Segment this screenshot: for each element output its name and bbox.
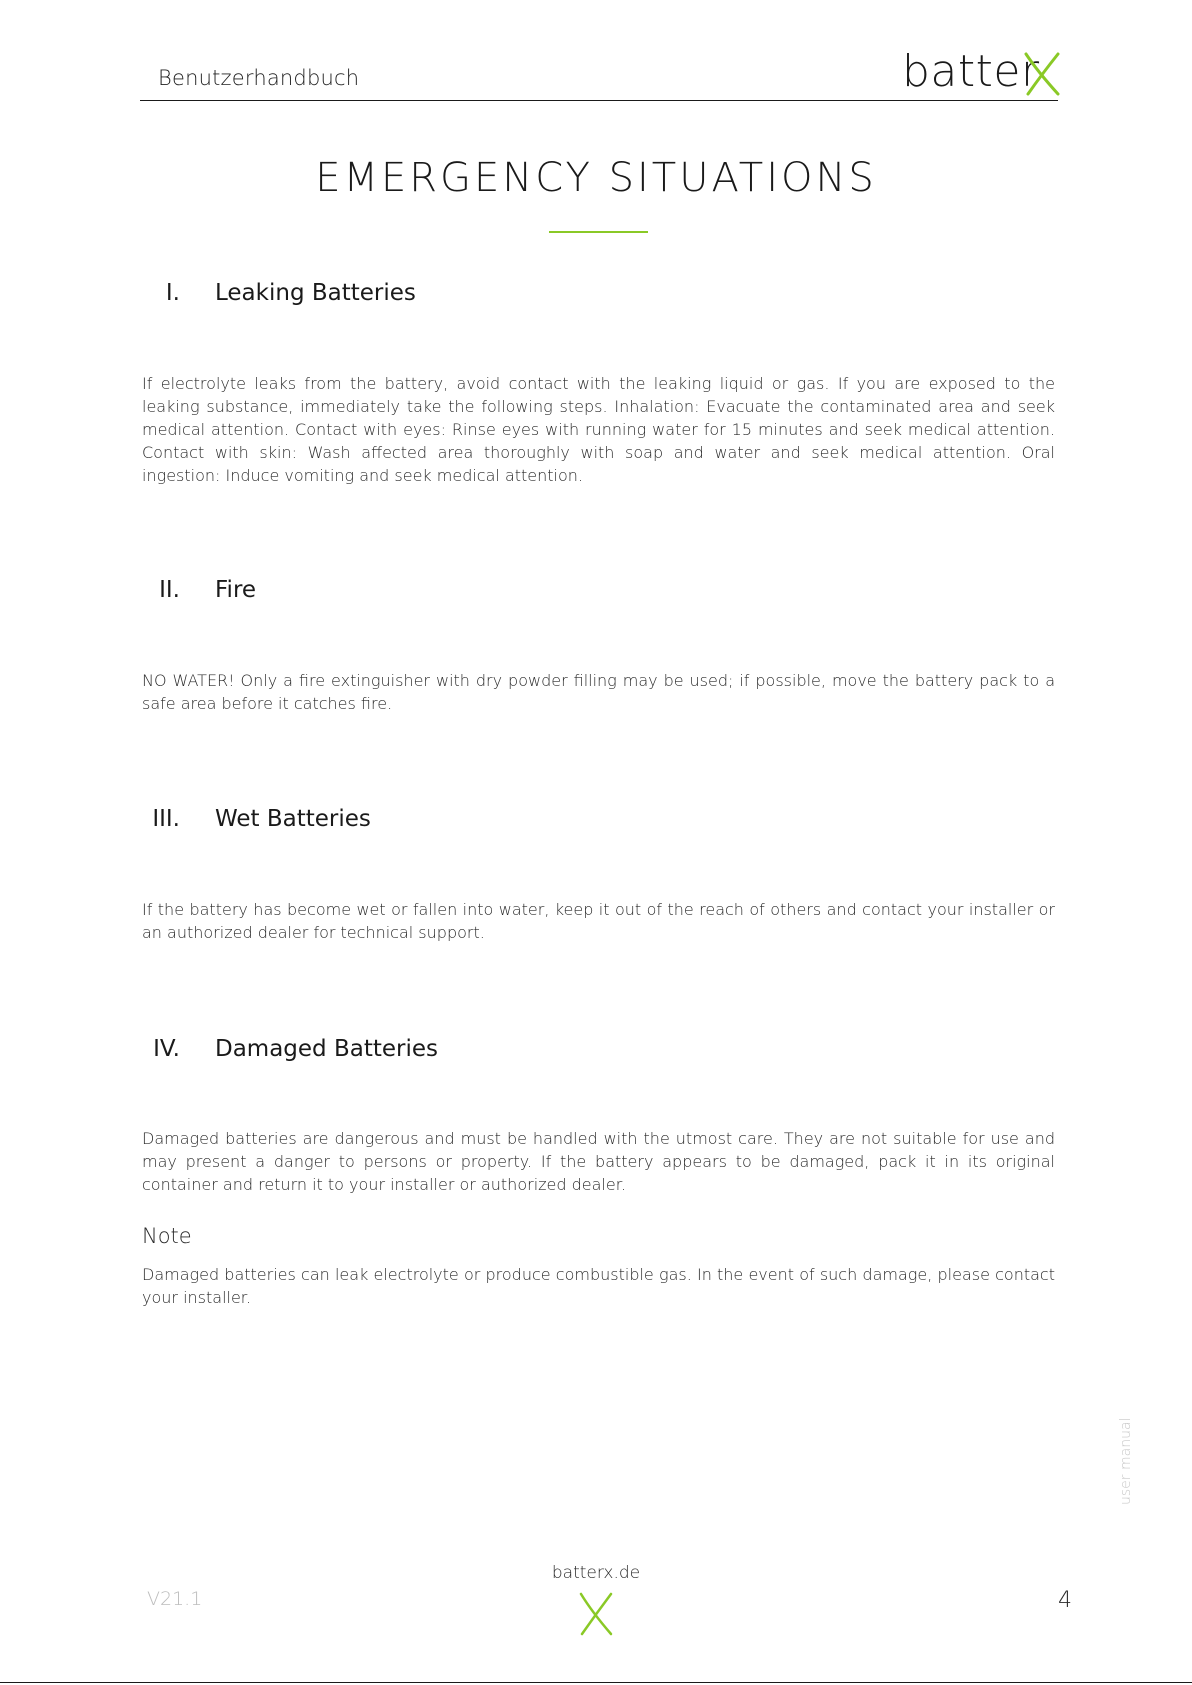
section-body-fire: NO WATER! Only a fire extinguisher with dry powder filling may be used; if possible, move the battery pack to a safe area before it catches fire.: [142, 671, 1055, 713]
version-label: V21.1: [147, 1588, 203, 1610]
page-number: 4: [1058, 1588, 1072, 1613]
section-title: Fire: [215, 577, 257, 603]
header-divider: [140, 100, 1058, 101]
header-title: Benutzerhandbuch: [158, 66, 360, 90]
page-title: EMERGENCY SITUATIONS: [315, 155, 877, 201]
title-underline: [549, 231, 648, 233]
section-body-leaking: If electrolyte leaks from the battery, avoid contact with the leaking liquid or gas. If you are exposed to the leaking substance, immediately take the following steps. Inhalation: Evacuate the contaminated area and seek medical attention. Contact with eyes: Rinse eyes with running water for 15 minutes and seek medical attention. Contact with skin: Wash affected area thoroughly with soap and water and seek medical attention. Oral ingestion: Induce vomiting and seek medical attention.: [142, 374, 1055, 485]
section-number: IV.: [153, 1036, 180, 1062]
side-label: user manual: [1118, 1417, 1134, 1505]
section-body-damaged: Damaged batteries are dangerous and must be handled with the utmost care. They are not suitable for use and may present a danger to persons or property. If the battery appears to be damaged, pack it in its original container and return it to your installer or authorized dealer.: [142, 1129, 1055, 1194]
logo-text: batter: [902, 46, 1040, 97]
note-body: Damaged batteries can leak electrolyte or produce combustible gas. In the event of such damage, please contact your installer.: [142, 1265, 1055, 1307]
section-body-wet: If the battery has become wet or fallen into water, keep it out of the reach of others and contact your installer or an authorized dealer for technical support.: [142, 900, 1055, 942]
section-number: I.: [165, 280, 180, 306]
note-heading: Note: [142, 1224, 192, 1248]
logo-x-icon: [1022, 52, 1062, 96]
section-title: Wet Batteries: [215, 806, 371, 832]
batterx-logo: [902, 44, 1062, 100]
section-number: III.: [152, 806, 180, 832]
section-number: II.: [159, 577, 180, 603]
footer-x-icon: [578, 1592, 614, 1636]
footer-site: batterx.de: [551, 1563, 641, 1583]
bottom-divider: [0, 1682, 1192, 1683]
section-title: Damaged Batteries: [215, 1036, 439, 1062]
section-title: Leaking Batteries: [215, 280, 416, 306]
